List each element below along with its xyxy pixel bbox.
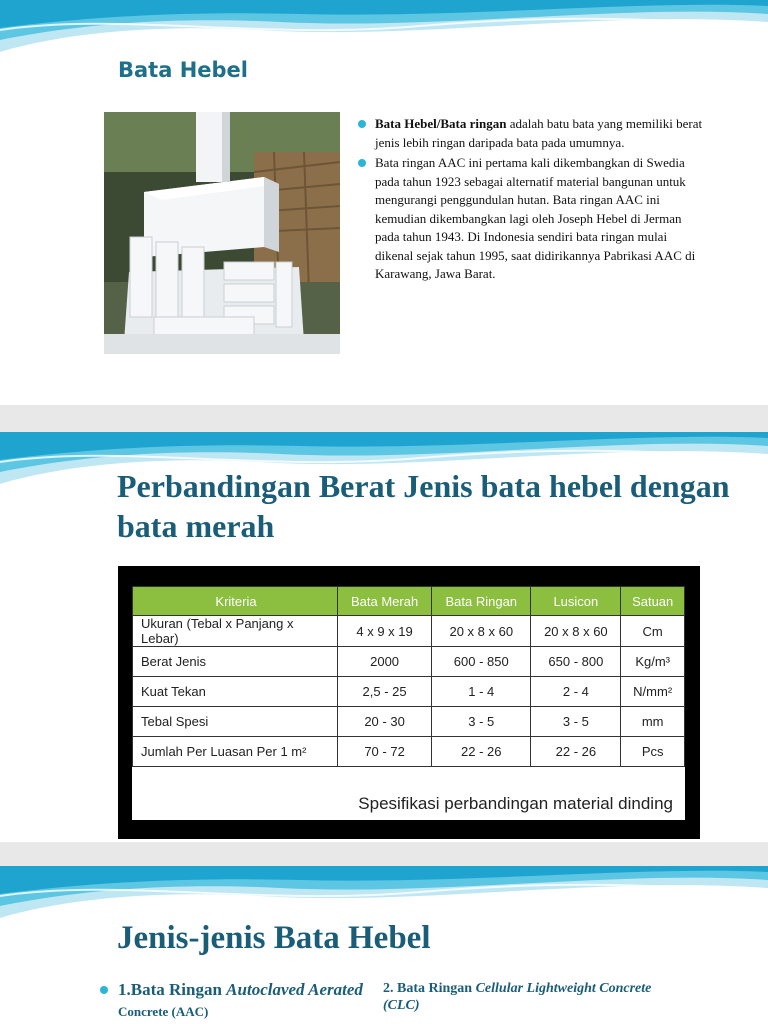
table-cell: 3 - 5 xyxy=(432,707,531,737)
table-cell: 20 x 8 x 60 xyxy=(531,616,621,647)
table-cell: 20 x 8 x 60 xyxy=(432,616,531,647)
type-aac-item xyxy=(100,980,388,1022)
type-suffix: (AAC) xyxy=(168,1004,209,1019)
column-header: Bata Merah xyxy=(338,587,432,616)
type-italic-text: Cellular Lightweight Concrete (CLC) xyxy=(383,981,652,1013)
column-header: Kriteria xyxy=(133,587,338,616)
table-cell: 4 x 9 x 19 xyxy=(338,616,432,647)
table-cell: 650 - 800 xyxy=(531,647,621,677)
table-cell: Jumlah Per Luasan Per 1 m² xyxy=(133,737,338,767)
table-cell: Kg/m³ xyxy=(621,647,685,677)
slide-3 xyxy=(0,866,768,1024)
bullet-text: adalah batu bata yang memiliki berat jenis lebih ringan daripada bata pada umumnya. xyxy=(375,116,703,150)
table-cell: Ukuran (Tebal x Panjang x Lebar) xyxy=(133,616,338,647)
table-row xyxy=(133,737,685,767)
slide-gap xyxy=(0,405,768,432)
column-header: Satuan xyxy=(621,587,685,616)
table-row xyxy=(133,677,685,707)
wave-header-decoration xyxy=(0,0,768,80)
bullet-item xyxy=(358,115,703,152)
table-cell: 20 - 30 xyxy=(338,707,432,737)
table-cell: 2000 xyxy=(338,647,432,677)
bullet-icon xyxy=(358,159,366,167)
bullet-text: Bata ringan AAC ini pertama kali dikembangkan di Swedia pada tahun 1923 sebagai alternatif material bangunan untuk mengurangi penggundulan hutan. Bata ringan AAC ini kemudian dikembangkan lagi oleh Joseph Hebel di Jerman pada tahun 1943. Di Indonesia sendiri bata ringan mulai dikenal sejak tahun 1995, saat didirikannya Pabrikasi AAC di Karawang, Jawa Barat. xyxy=(375,155,696,281)
table-cell: Cm xyxy=(621,616,685,647)
table-caption: Spesifikasi perbandingan material dinding xyxy=(358,794,673,813)
table-cell: 22 - 26 xyxy=(531,737,621,767)
table-cell: 600 - 850 xyxy=(432,647,531,677)
slide-1 xyxy=(0,0,768,405)
table-cell: mm xyxy=(621,707,685,737)
table-cell: 2 - 4 xyxy=(531,677,621,707)
slide-title: Bata Hebel xyxy=(118,58,248,82)
comparison-table-image xyxy=(118,566,700,839)
bullet-icon xyxy=(358,120,366,128)
type-prefix: 2. Bata Ringan xyxy=(383,981,476,996)
slide-2 xyxy=(0,432,768,842)
bullet-bold-text: Bata Hebel/Bata ringan xyxy=(375,116,507,131)
slide-title: Jenis-jenis Bata Hebel xyxy=(117,920,431,956)
slide-gap xyxy=(0,842,768,866)
table-cell: Kuat Tekan xyxy=(133,677,338,707)
table-cell: 2,5 - 25 xyxy=(338,677,432,707)
table-cell: 1 - 4 xyxy=(432,677,531,707)
column-header: Lusicon xyxy=(531,587,621,616)
table-cell: N/mm² xyxy=(621,677,685,707)
bullet-icon xyxy=(100,986,108,994)
table-row xyxy=(133,647,685,677)
table-panel xyxy=(132,586,685,820)
type-prefix: 1.Bata Ringan xyxy=(118,980,227,999)
table-cell: 70 - 72 xyxy=(338,737,432,767)
type-italic-text: Autoclaved Aerated xyxy=(226,980,363,999)
table-cell: Pcs xyxy=(621,737,685,767)
bullet-list xyxy=(358,115,703,286)
table-header-row xyxy=(133,587,685,616)
table-cell: 3 - 5 xyxy=(531,707,621,737)
table-row xyxy=(133,707,685,737)
comparison-table xyxy=(132,586,685,767)
slide-title: Perbandingan Berat Jenis bata hebel dengan bata merah xyxy=(117,468,730,544)
type-small-text: Concrete xyxy=(118,1004,169,1019)
table-cell: Berat Jenis xyxy=(133,647,338,677)
column-header: Bata Ringan xyxy=(432,587,531,616)
table-cell: 22 - 26 xyxy=(432,737,531,767)
stacked-white-bricks-photo xyxy=(104,112,340,354)
bullet-item xyxy=(358,154,703,284)
type-clc-item xyxy=(383,980,683,1014)
table-row xyxy=(133,616,685,647)
table-cell: Tebal Spesi xyxy=(133,707,338,737)
